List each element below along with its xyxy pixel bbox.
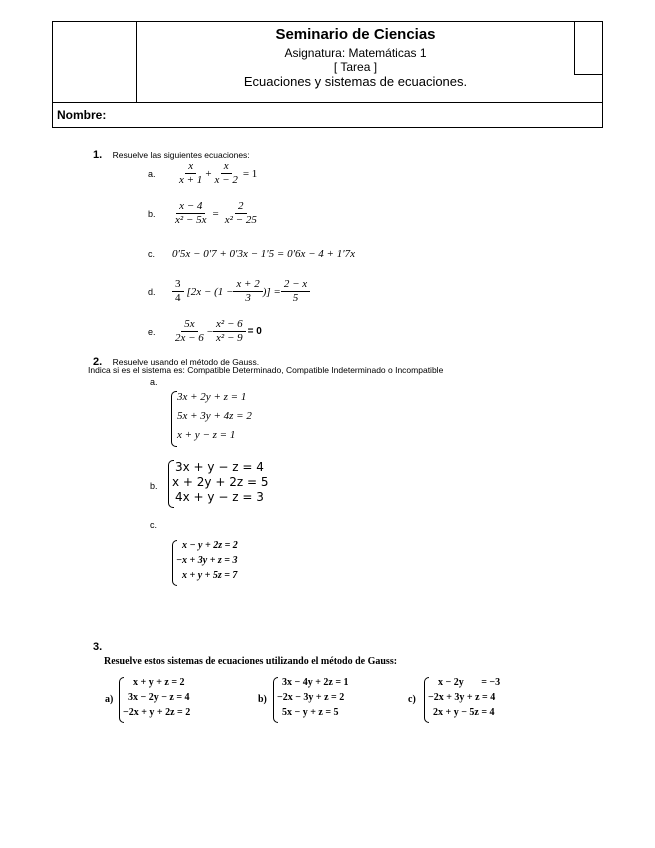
header-center bbox=[137, 22, 574, 89]
subject: Asignatura: Matemáticas 1 bbox=[284, 46, 427, 60]
equation: x − y + 2z = 2 bbox=[182, 540, 238, 551]
equation: −2x + y + 2z = 2 bbox=[123, 707, 191, 718]
ex2-a-system bbox=[171, 391, 291, 447]
frac bbox=[212, 160, 241, 187]
ex1-c-label: c. bbox=[148, 249, 156, 259]
operator: = bbox=[212, 207, 219, 220]
name-label: Nombre: bbox=[57, 108, 107, 122]
numerator: 2 bbox=[235, 200, 247, 214]
denominator: x − 2 bbox=[214, 174, 238, 186]
numerator: x − 4 bbox=[176, 200, 205, 214]
denominator: 3 bbox=[245, 292, 251, 304]
denominator: 2x − 6 bbox=[175, 332, 204, 344]
equation: 2x + y − 5z = 4 bbox=[433, 707, 495, 718]
denominator: x² − 25 bbox=[224, 214, 257, 226]
frac bbox=[172, 318, 207, 345]
frac bbox=[176, 160, 205, 187]
numerator: x bbox=[221, 160, 232, 174]
ex2-instruction: Resuelve usando el método de Gauss. bbox=[112, 357, 260, 367]
ex1-c bbox=[148, 248, 355, 260]
ex1-e-label: e. bbox=[148, 326, 156, 337]
frac bbox=[222, 200, 260, 227]
frac bbox=[281, 278, 310, 305]
ex1-d-label: d. bbox=[148, 286, 156, 297]
ex3-b-system bbox=[273, 677, 383, 723]
ex3-a-system bbox=[119, 677, 229, 723]
ex2-c-system bbox=[172, 540, 282, 590]
equation: −2x − 3y + z = 2 bbox=[277, 692, 345, 703]
ex2-a-label: a. bbox=[150, 377, 158, 387]
operator: − bbox=[206, 325, 214, 338]
equation: 5x + 3y + 4z = 2 bbox=[177, 410, 252, 422]
bracket-expr: )] = bbox=[262, 285, 281, 298]
numerator: 3 bbox=[172, 278, 184, 292]
equation: x + y + z = 2 bbox=[133, 677, 185, 688]
denominator: x² − 9 bbox=[216, 332, 243, 344]
corner-cell bbox=[574, 22, 602, 75]
logo-cell bbox=[53, 22, 137, 102]
frac bbox=[172, 200, 210, 227]
frac bbox=[213, 318, 246, 345]
equation: 5x − y + z = 5 bbox=[282, 707, 339, 718]
equation: x + y + 5z = 7 bbox=[182, 570, 238, 581]
ex3-c-system bbox=[424, 677, 534, 723]
frac bbox=[172, 278, 184, 305]
ex3-b-label: b) bbox=[258, 694, 267, 705]
denominator: 5 bbox=[292, 292, 299, 304]
numerator: 2 − x bbox=[281, 278, 310, 292]
ex1-number: 1. bbox=[93, 149, 103, 161]
equation: 3x − 2y − z = 4 bbox=[128, 692, 190, 703]
ex3-c-label: c) bbox=[408, 694, 416, 705]
name-field[interactable] bbox=[52, 103, 603, 128]
ex2-b-system bbox=[168, 460, 288, 510]
equation: x + y − z = 1 bbox=[177, 429, 236, 441]
equation: −2x + 3y + z = 4 bbox=[428, 692, 496, 703]
denominator: 4 bbox=[175, 292, 181, 304]
equation: x + 2y + 2z = 5 bbox=[172, 475, 269, 489]
ex3-a-label: a) bbox=[105, 694, 114, 705]
numerator: x² − 6 bbox=[213, 318, 246, 332]
equation: 3x + y − z = 4 bbox=[175, 460, 264, 474]
equation: 3x − 4y + 2z = 1 bbox=[282, 677, 349, 688]
ex2-number: 2. bbox=[93, 356, 103, 368]
ex2-c-label: c. bbox=[150, 520, 158, 530]
rhs: = 1 bbox=[242, 167, 258, 180]
bracket-expr: [2x − (1 − bbox=[186, 285, 234, 298]
ex2-b-label: b. bbox=[150, 481, 158, 491]
equation: 3x + 2y + z = 1 bbox=[177, 391, 247, 403]
ex1-d bbox=[148, 278, 310, 305]
numerator: 5x bbox=[181, 318, 197, 332]
task-label: [ Tarea ] bbox=[333, 60, 378, 74]
rhs: = 0 bbox=[247, 326, 262, 337]
equation: 0′5x − 0′7 + 0′3x − 1′5 = 0′6x − 4 + 1′7x bbox=[172, 248, 356, 260]
ex1-e bbox=[148, 318, 262, 345]
numerator: x + 2 bbox=[233, 278, 262, 292]
header-box bbox=[52, 21, 603, 103]
equation: 4x + y − z = 3 bbox=[175, 490, 264, 504]
equation: −x + 3y + z = 3 bbox=[176, 555, 238, 566]
ex1-b bbox=[148, 200, 260, 227]
equation: x − 2y = −3 bbox=[438, 677, 501, 688]
ex3-instruction: Resuelve estos sistemas de ecuaciones utilizando el método de Gauss: bbox=[104, 656, 398, 667]
denominator: x + 1 bbox=[179, 174, 203, 186]
numerator: x bbox=[185, 160, 196, 174]
frac bbox=[233, 278, 262, 305]
ex1-a bbox=[148, 160, 257, 187]
ex1-a-label: a. bbox=[148, 168, 156, 179]
topic: Ecuaciones y sistemas de ecuaciones. bbox=[243, 74, 468, 89]
ex2-instruction-2: Indica si es el sistema es: Compatible Determinado, Compatible Indeterminado o Incompatible bbox=[88, 365, 444, 375]
ex1-instruction: Resuelve las siguientes ecuaciones: bbox=[112, 150, 250, 160]
operator: + bbox=[205, 167, 212, 180]
ex1-b-label: b. bbox=[148, 208, 156, 219]
denominator: x² − 5x bbox=[175, 214, 207, 226]
ex3-number: 3. bbox=[93, 641, 103, 653]
page-title: Seminario de Ciencias bbox=[275, 26, 436, 43]
